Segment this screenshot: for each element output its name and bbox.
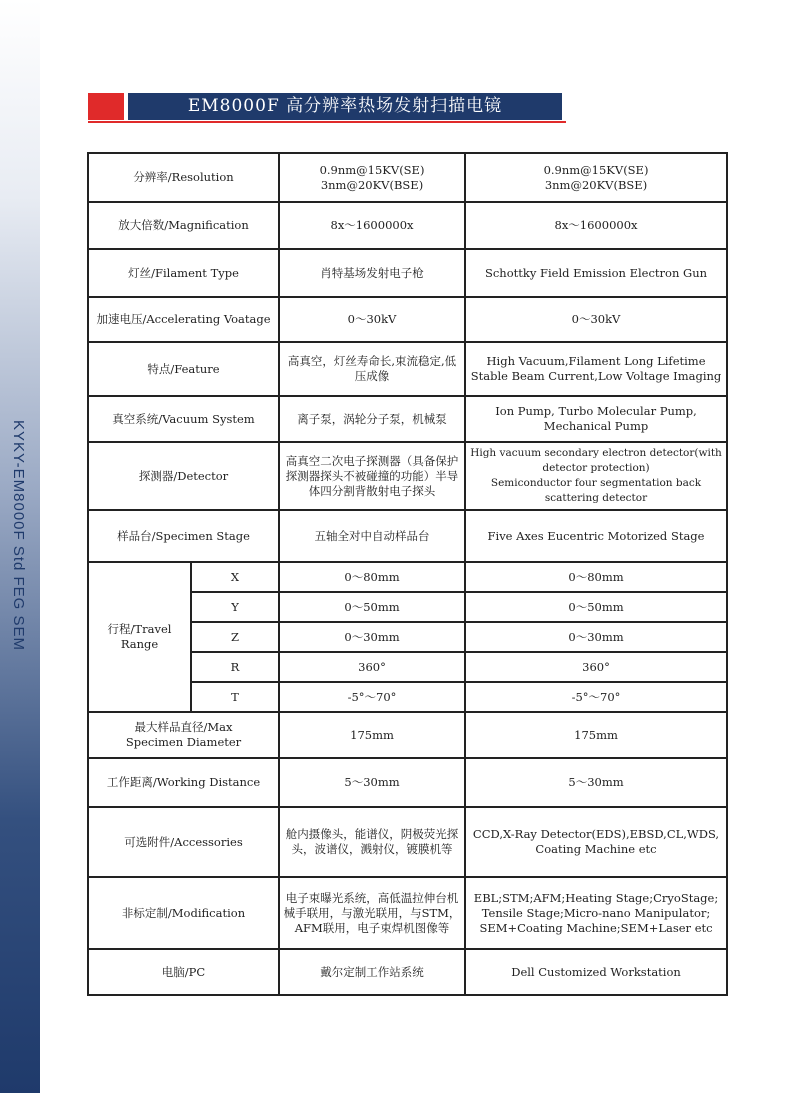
row-label: 最大样品直径/Max Specimen Diameter xyxy=(88,712,279,758)
cell-en: 0～80mm xyxy=(465,562,727,592)
row-label: 真空系统/Vacuum System xyxy=(88,396,279,442)
cell-zh: 高真空，灯丝寿命长,束流稳定,低压成像 xyxy=(279,342,465,396)
table-row xyxy=(88,297,727,342)
cell-en: Schottky Field Emission Electron Gun xyxy=(465,249,727,297)
cell-zh: 0～80mm xyxy=(279,562,465,592)
table-row xyxy=(88,202,727,249)
row-label: 探测器/Detector xyxy=(88,442,279,510)
row-label: 放大倍数/Magnification xyxy=(88,202,279,249)
cell-en: Dell Customized Workstation xyxy=(465,949,727,995)
cell-zh: 0～50mm xyxy=(279,592,465,622)
cell-zh: 5～30mm xyxy=(279,758,465,807)
table-row xyxy=(88,807,727,877)
cell-zh: 五轴全对中自动样品台 xyxy=(279,510,465,562)
table-row xyxy=(88,562,727,592)
table-row xyxy=(88,153,727,202)
spec-table xyxy=(87,152,728,996)
cell-en: High vacuum secondary electron detector(with detector protection) Semiconductor four segmentation back scattering detector xyxy=(465,442,727,510)
row-label: 非标定制/Modification xyxy=(88,877,279,949)
cell-en: 5～30mm xyxy=(465,758,727,807)
axis-label: Y xyxy=(191,592,279,622)
row-label: 电脑/PC xyxy=(88,949,279,995)
cell-zh: 戴尔定制工作站系统 xyxy=(279,949,465,995)
table-row xyxy=(88,342,727,396)
cell-en: 0～50mm xyxy=(465,592,727,622)
axis-label: X xyxy=(191,562,279,592)
cell-en: 8x～1600000x xyxy=(465,202,727,249)
row-label: 灯丝/Filament Type xyxy=(88,249,279,297)
side-label: KYKY-EM8000F Std FEG SEM xyxy=(10,420,27,652)
cell-en: 0～30kV xyxy=(465,297,727,342)
table-row xyxy=(88,396,727,442)
travel-range-label: 行程/Travel Range xyxy=(88,562,191,712)
cell-zh: 电子束曝光系统，高低温拉伸台机械手联用，与激光联用，与STM，AFM联用，电子束焊机图像等 xyxy=(279,877,465,949)
table-row xyxy=(88,510,727,562)
axis-label: Z xyxy=(191,622,279,652)
cell-en: EBL;STM;AFM;Heating Stage;CryoStage; Tensile Stage;Micro-nano Manipulator; SEM+Coating Machine;SEM+Laser etc xyxy=(465,877,727,949)
row-label: 工作距离/Working Distance xyxy=(88,758,279,807)
cell-en: CCD,X-Ray Detector(EDS),EBSD,CL,WDS, Coating Machine etc xyxy=(465,807,727,877)
row-label: 样品台/Specimen Stage xyxy=(88,510,279,562)
row-label: 加速电压/Accelerating Voatage xyxy=(88,297,279,342)
cell-zh: -5°～70° xyxy=(279,682,465,712)
cell-zh: 0～30kV xyxy=(279,297,465,342)
cell-zh: 高真空二次电子探测器（具备保护探测器探头不被碰撞的功能）半导体四分割背散射电子探头 xyxy=(279,442,465,510)
row-label: 特点/Feature xyxy=(88,342,279,396)
table-row xyxy=(88,758,727,807)
page-title: EM8000F 高分辨率热场发射扫描电镜 xyxy=(128,93,562,120)
cell-en: 0.9nm@15KV(SE) 3nm@20KV(BSE) xyxy=(465,153,727,202)
cell-zh: 0～30mm xyxy=(279,622,465,652)
cell-zh: 0.9nm@15KV(SE) 3nm@20KV(BSE) xyxy=(279,153,465,202)
table-row xyxy=(88,877,727,949)
cell-zh: 离子泵，涡轮分子泵，机械泵 xyxy=(279,396,465,442)
cell-zh: 360° xyxy=(279,652,465,682)
cell-en: Five Axes Eucentric Motorized Stage xyxy=(465,510,727,562)
table-row xyxy=(88,712,727,758)
cell-en: Ion Pump, Turbo Molecular Pump, Mechanical Pump xyxy=(465,396,727,442)
row-label: 可选附件/Accessories xyxy=(88,807,279,877)
cell-en: -5°～70° xyxy=(465,682,727,712)
cell-zh: 8x～1600000x xyxy=(279,202,465,249)
cell-zh: 175mm xyxy=(279,712,465,758)
cell-en: High Vacuum,Filament Long Lifetime Stable Beam Current,Low Voltage Imaging xyxy=(465,342,727,396)
table-row xyxy=(88,442,727,510)
title-underline xyxy=(88,121,566,123)
cell-zh: 肖特基场发射电子枪 xyxy=(279,249,465,297)
cell-en: 175mm xyxy=(465,712,727,758)
table-row xyxy=(88,249,727,297)
axis-label: T xyxy=(191,682,279,712)
table-row xyxy=(88,949,727,995)
cell-zh: 舱内摄像头，能谱仪，阴极荧光探头，波谱仪，溅射仪，镀膜机等 xyxy=(279,807,465,877)
cell-en: 0～30mm xyxy=(465,622,727,652)
axis-label: R xyxy=(191,652,279,682)
cell-en: 360° xyxy=(465,652,727,682)
row-label: 分辨率/Resolution xyxy=(88,153,279,202)
title-accent-block xyxy=(88,93,124,120)
